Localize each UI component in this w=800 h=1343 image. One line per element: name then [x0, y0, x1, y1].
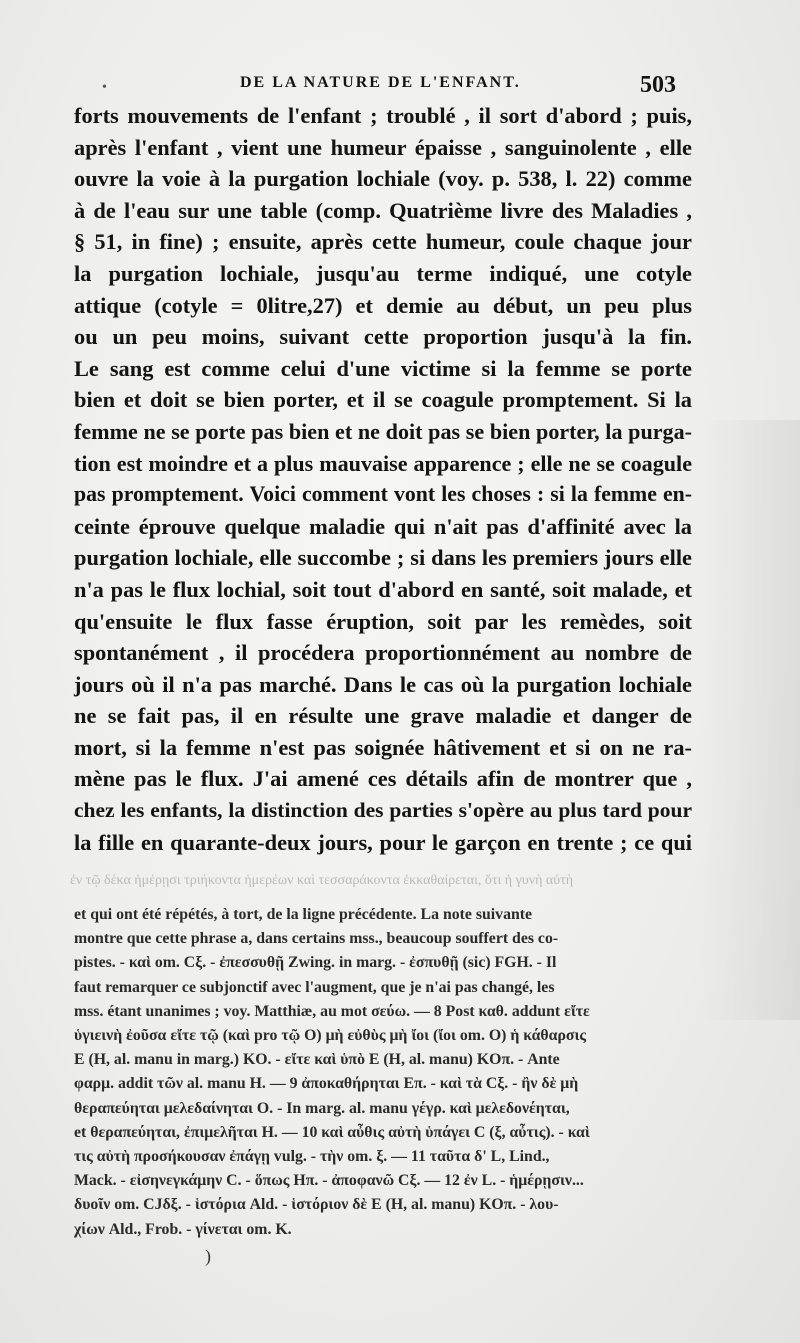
note-line: Mack. - εἰσηνεγκάμην C. - ὅπως Hπ. - ἀποφανῶ Cξ. — 12 ἐν L. - ἡμέρῃσιν...	[74, 1172, 584, 1190]
bottom-mark: )	[205, 1246, 211, 1266]
text-line: purgation lochiale, elle succombe ; si dans les premiers jours elle	[74, 545, 692, 571]
text-line: mène pas le flux. J'ai amené ces détails afin de montrer que ,	[74, 766, 692, 792]
note-line: θεραπεύηται μελεδαίνηται O. - In marg. al. manu γέγρ. καὶ μελεδονέηται,	[74, 1099, 570, 1117]
text-line: chez les enfants, la distinction des parties s'opère au plus tard pour	[74, 798, 692, 823]
text-line: à de l'eau sur une table (comp. Quatrième livre des Maladies ,	[74, 197, 692, 223]
page-number: 503	[640, 72, 676, 98]
text-line: mort, si la femme n'est pas soignée hâtivement et si on ne ra-	[74, 734, 692, 760]
text-line: pas promptement. Voici comment vont les choses : si la femme en-	[74, 482, 692, 507]
text-line: ceinte éprouve quelque maladie qui n'ait pas d'affinité avec la	[74, 513, 692, 539]
text-line: qu'ensuite le flux fasse éruption, soit par les remèdes, soit	[74, 608, 692, 634]
text-line: ou un peu moins, suivant cette proportion jusqu'à la fin.	[74, 324, 692, 350]
text-line: ne se fait pas, il en résulte une grave maladie et danger de	[74, 703, 692, 729]
note-line: χίων Ald., Frob. - γίνεται om. K.	[74, 1220, 292, 1238]
text-line: tion est moindre et a plus mauvaise apparence ; elle ne se coagule	[74, 450, 692, 476]
bleed-through-text: ἐν τῷ δέκα ἡμέρῃσι τριήκοντα ἡμερέων καὶ τεσσαράκοντα ἐκκαθαίρεται, ὅτι ἡ γυνὴ αὐτὴ	[70, 873, 574, 888]
note-line: montre que cette phrase a, dans certains mss., beaucoup souffert des co-	[74, 930, 559, 948]
text-line: la fille en quarante-deux jours, pour le garçon en trente ; ce qui	[74, 829, 692, 855]
main-text	[74, 100, 692, 858]
note-line: E (H, al. manu in marg.) KO. - εἴτε καὶ ὑπὸ E (H, al. manu) KOπ. - Ante	[74, 1051, 560, 1069]
text-line: spontanément , il procédera proportionnément au nombre de	[74, 640, 692, 666]
note-line: δυοῖν om. CJδξ. - ἱστόρια Ald. - ἱστόριον δὲ E (H, al. manu) KOπ. - λου-	[74, 1196, 559, 1214]
note-line: φαρμ. addit τῶν al. manu H. — 9 ἀποκαθήρηται Eπ. - καὶ τὰ Cξ. - ἢν δὲ μὴ	[74, 1075, 579, 1093]
text-line: § 51, in fine) ; ensuite, après cette humeur, coule chaque jour	[74, 229, 692, 255]
page-edge-shadow	[700, 420, 800, 1020]
text-line: attique (cotyle = 0litre,27) et demie au début, un peu plus	[74, 292, 692, 318]
text-line: après l'enfant , vient une humeur épaisse , sanguinolente , elle	[74, 134, 692, 160]
text-line: femme ne se porte pas bien et ne doit pas se bien porter, la purga-	[74, 418, 692, 444]
footnotes	[74, 903, 692, 1242]
text-line: forts mouvements de l'enfant ; troublé , il sort d'abord ; puis,	[74, 103, 692, 128]
note-line: ὑγιεινὴ ἐοῦσα εἴτε τῷ (καὶ pro τῷ O) μὴ εὐθὺς μὴ ἴοι (ἴοι om. O) ἡ κάθαρσις	[74, 1027, 587, 1045]
note-line: τις αὐτὴ προσήκουσαν ἐπάγῃ vulg. - τὴν om. ξ. — 11 ταῦτα δ' L, Lind.,	[74, 1148, 550, 1166]
page-dot: •	[102, 80, 107, 95]
note-line: et qui ont été répétés, à tort, de la ligne précédente. La note suivante	[74, 906, 533, 923]
text-line: ouvre la voie à la purgation lochiale (voy. p. 538, l. 22) comme	[74, 166, 692, 192]
text-line: Le sang est comme celui d'une victime si la femme se porte	[74, 355, 692, 381]
note-line: mss. étant unanimes ; voy. Matthiæ, au mot σεύω. — 8 Post καθ. addunt εἴτε	[74, 1002, 590, 1020]
text-line: n'a pas le flux lochial, soit tout d'abord en santé, soit malade, et	[74, 576, 692, 602]
text-line: jours où il n'a pas marché. Dans le cas où la purgation lochiale	[74, 671, 692, 697]
note-line: faut remarquer ce subjonctif avec l'augment, que je n'ai pas changé, les	[74, 978, 555, 996]
note-line: et θεραπεύηται, ἐπιμελῆται H. — 10 καὶ αὖθις αὐτὴ ὑπάγει C (ξ, αὖτις). - καὶ	[74, 1123, 590, 1141]
text-line: bien et doit se bien porter, et il se coagule promptement. Si la	[74, 387, 692, 413]
text-line: la purgation lochiale, jusqu'au terme indiqué, une cotyle	[74, 260, 692, 286]
note-line: pistes. - καὶ om. Cξ. - ἐπεσσυθῇ Zwing. in marg. - ἐσπυθῇ (sic) FGH. - Il	[74, 954, 557, 972]
running-head: DE LA NATURE DE L'ENFANT.	[240, 74, 521, 91]
